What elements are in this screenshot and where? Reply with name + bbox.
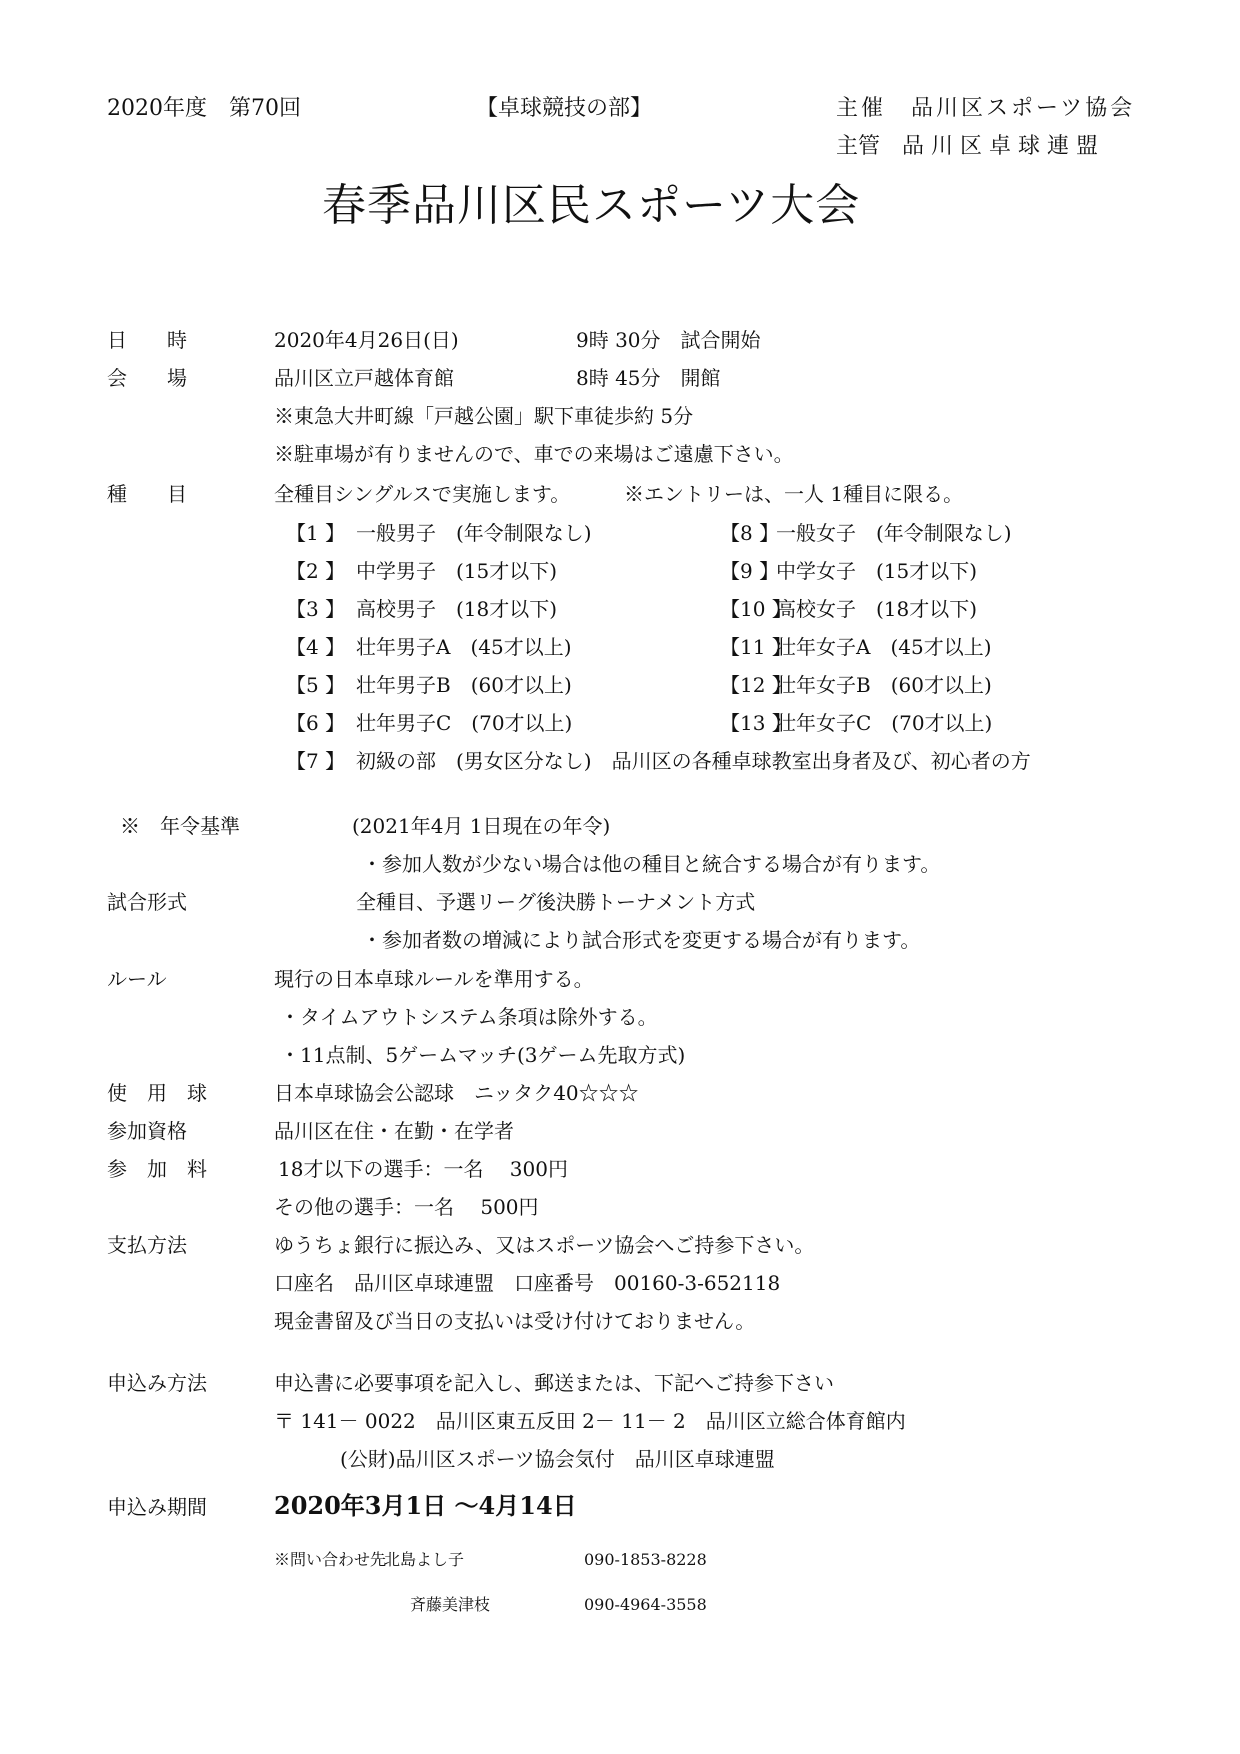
event-name: 壮年女子B (60才以上) bbox=[776, 673, 992, 697]
age-label: ※ 年令基準 bbox=[120, 814, 240, 838]
event-name: 中学女子 (15才以下) bbox=[776, 559, 978, 583]
rules-label: ルール bbox=[107, 967, 167, 991]
event-name: 中学男子 (15才以下) bbox=[356, 559, 558, 583]
period-label: 申込み期間 bbox=[107, 1495, 207, 1519]
event-number: 【11 】 bbox=[720, 635, 792, 659]
fee-other: その他の選手：一名 500円 bbox=[274, 1195, 539, 1219]
event-name: 壮年男子A (45才以上) bbox=[356, 635, 572, 659]
start-time: 9時 30分 試合開始 bbox=[576, 328, 761, 352]
rules-note: ・タイムアウトシステム条項は除外する。 bbox=[280, 1005, 658, 1029]
event-number: 【13 】 bbox=[720, 711, 792, 735]
application-period: 2020年3月1日 ～4月14日 bbox=[274, 1491, 577, 1520]
payment-note: 現金書留及び当日の支払いは受け付けておりません。 bbox=[274, 1309, 756, 1333]
fee-label: 参 加 料 bbox=[107, 1157, 207, 1181]
rules-note: ・11点制、5ゲームマッチ(3ゲーム先取方式) bbox=[280, 1043, 686, 1067]
application-label: 申込み方法 bbox=[107, 1371, 207, 1395]
eligibility-label: 参加資格 bbox=[107, 1119, 187, 1143]
event-number: 【4 】 bbox=[286, 635, 346, 659]
venue-name: 品川区立戸越体育館 bbox=[274, 366, 454, 390]
ball-value: 日本卓球協会公認球 ニッタク40☆☆☆ bbox=[274, 1081, 639, 1105]
bank-account: 口座名 品川区卓球連盟 口座番号 00160-3-652118 bbox=[274, 1271, 781, 1295]
organizer-text: 主管 品 川 区 卓 球 連 盟 bbox=[836, 134, 1098, 159]
format-note: ・参加者数の増減により試合形式を変更する場合が有ります。 bbox=[362, 928, 921, 952]
division-text: 【卓球競技の部】 bbox=[476, 96, 653, 121]
rules-value: 現行の日本卓球ルールを準用する。 bbox=[274, 967, 594, 991]
beginner-number: 【7 】 bbox=[286, 749, 346, 773]
contact-person: 北島よし子 bbox=[384, 1550, 465, 1569]
format-value: 全種目、予選リーグ後決勝トーナメント方式 bbox=[356, 890, 756, 914]
event-name: 一般女子 (年令制限なし) bbox=[776, 521, 1012, 545]
event-number: 【1 】 bbox=[286, 521, 346, 545]
contact-phone: 090-4964-3558 bbox=[584, 1595, 707, 1614]
page-title: 春季品川区民スポーツ大会 bbox=[322, 180, 861, 231]
sponsor-text: 主催 品川区スポーツ協会 bbox=[836, 96, 1136, 121]
age-basis: (2021年4月 1日現在の年令) bbox=[352, 814, 611, 838]
eligibility-value: 品川区在住・在勤・在学者 bbox=[274, 1119, 514, 1143]
mailing-address-care-of: (公財)品川区スポーツ協会気付 品川区卓球連盟 bbox=[340, 1447, 775, 1471]
event-number: 【10 】 bbox=[720, 597, 792, 621]
event-name: 壮年女子A (45才以上) bbox=[776, 635, 992, 659]
event-number: 【8 】 bbox=[720, 521, 780, 545]
contact-phone: 090-1853-8228 bbox=[584, 1550, 707, 1569]
mailing-address: 〒 141－ 0022 品川区東五反田 2－ 11－ 2 品川区立総合体育館内 bbox=[274, 1409, 906, 1433]
event-name: 壮年男子C (70才以上) bbox=[356, 711, 573, 735]
payment-value: ゆうちょ銀行に振込み、又はスポーツ協会へご持参下さい。 bbox=[274, 1233, 815, 1257]
format-label: 試合形式 bbox=[107, 890, 187, 914]
event-name: 壮年男子B (60才以上) bbox=[356, 673, 572, 697]
datetime-label: 日 時 bbox=[107, 328, 187, 352]
event-number: 【6 】 bbox=[286, 711, 346, 735]
open-time: 8時 45分 開館 bbox=[576, 366, 721, 390]
access-note: ※東急大井町線「戸越公園」駅下車徒歩約 5分 bbox=[274, 404, 694, 428]
event-name: 高校女子 (18才以下) bbox=[776, 597, 978, 621]
parking-note: ※駐車場が有りませんので、車での来場はご遠慮下さい。 bbox=[274, 442, 794, 466]
event-name: 一般男子 (年令制限なし) bbox=[356, 521, 592, 545]
event-number: 【3 】 bbox=[286, 597, 346, 621]
beginner-event: 初級の部 (男女区分なし) 品川区の各種卓球教室出身者及び、初心者の方 bbox=[356, 749, 1031, 773]
fee-under-18: 18才以下の選手：一名 300円 bbox=[278, 1157, 568, 1181]
event-number: 【9 】 bbox=[720, 559, 780, 583]
event-name: 壮年女子C (70才以上) bbox=[776, 711, 993, 735]
venue-label: 会 場 bbox=[107, 366, 187, 390]
event-name: 高校男子 (18才以下) bbox=[356, 597, 558, 621]
event-number: 【5 】 bbox=[286, 673, 346, 697]
events-intro: 全種目シングルスで実施します。 bbox=[274, 482, 571, 506]
event-number: 【12 】 bbox=[720, 673, 792, 697]
age-note: ・参加人数が少ない場合は他の種目と統合する場合が有ります。 bbox=[362, 852, 941, 876]
events-label: 種 目 bbox=[107, 482, 187, 506]
event-date: 2020年4月26日(日) bbox=[274, 328, 459, 352]
event-number: 【2 】 bbox=[286, 559, 346, 583]
ball-label: 使 用 球 bbox=[107, 1081, 207, 1105]
payment-label: 支払方法 bbox=[107, 1233, 187, 1257]
contact-label: ※問い合わせ先 bbox=[274, 1550, 387, 1569]
entry-note: ※エントリーは、一人 1種目に限る。 bbox=[624, 482, 964, 506]
contact-person: 斉藤美津枝 bbox=[410, 1595, 491, 1614]
application-value: 申込書に必要事項を記入し、郵送または、下記へご持参下さい bbox=[274, 1371, 834, 1395]
edition-text: 2020年度 第70回 bbox=[107, 96, 301, 121]
